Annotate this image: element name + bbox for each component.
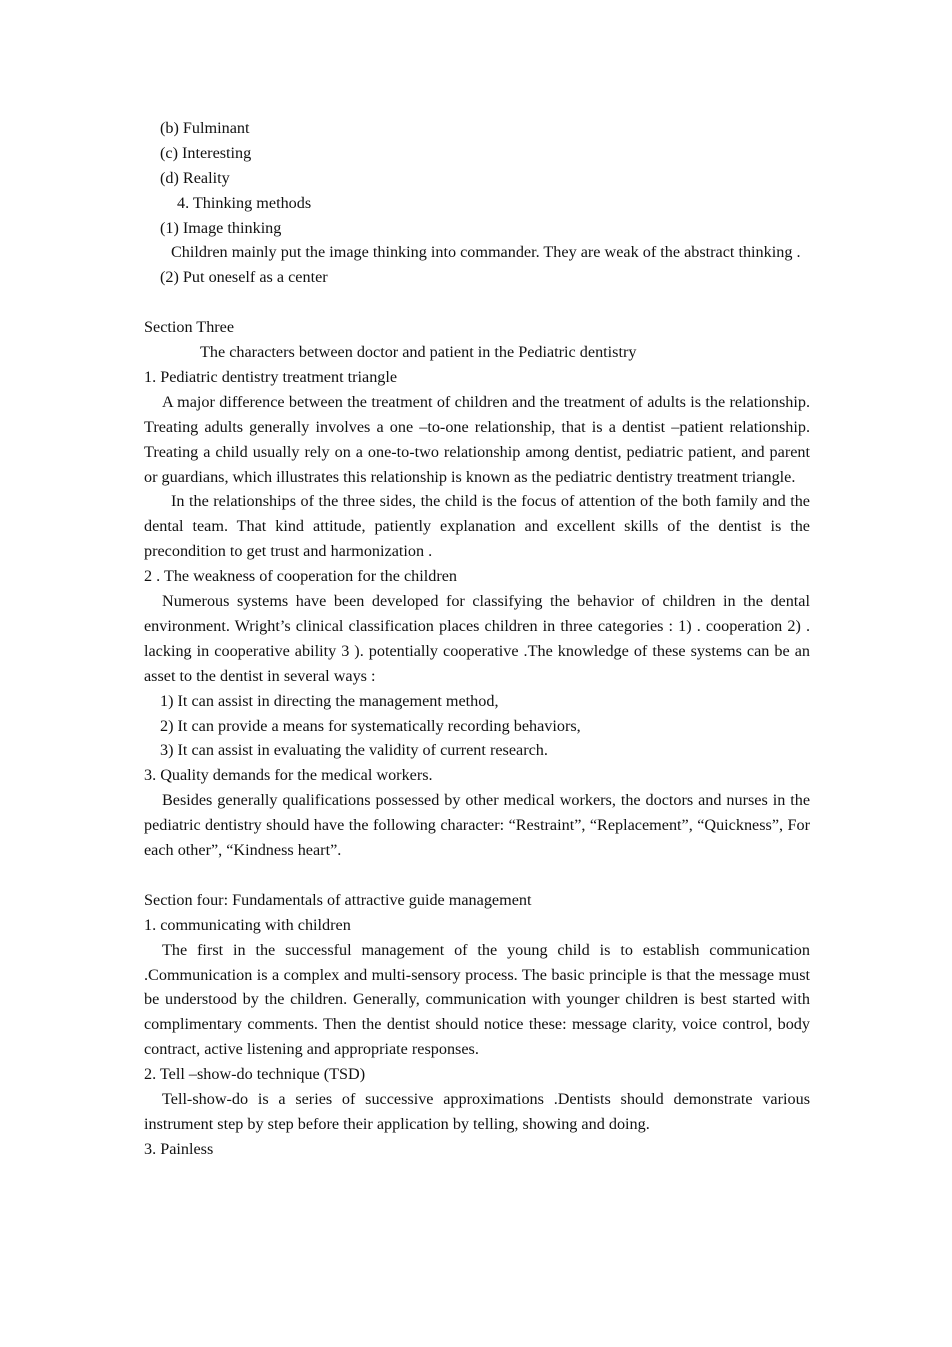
text-line: 4. Thinking methods: [177, 193, 312, 212]
paragraph: Besides generally qualifications possessed by other medical workers, the doctors and nurses in the pediatric dentistry should have the following character: “Restraint”, “Replacement”, “Quickness”, For each other”, “Kindness heart”.: [144, 791, 810, 860]
text-line: (c) Interesting: [160, 143, 252, 162]
paragraph: A major difference between the treatment of children and the treatment of adults is the relationship. Treating adults generally involves a one –to-one relationship, that is a dentist –patient relationship. Treating a child usually rely on a one-to-two relationship among dentist, pediatric patient, and parent or guardians, which illustrates this relationship is known as the pediatric dentistry treatment triangle.: [144, 392, 810, 486]
text-line: (b) Fulminant: [160, 119, 250, 137]
paragraph: In the relationships of the three sides, the child is the focus of attention of the both family and the dental team. That kind attitude, patiently explanation and excellent skills of the dentist is the precondition to get trust and harmonization .: [144, 492, 810, 561]
document-body: [144, 116, 810, 1162]
text-line: 1. Pediatric dentistry treatment triangle: [144, 367, 398, 386]
text-line: The characters between doctor and patient in the Pediatric dentistry: [200, 343, 637, 362]
blank-line: [144, 863, 810, 888]
text-line: 1) It can assist in directing the management method,: [160, 691, 499, 710]
text-line: (2) Put oneself as a center: [160, 268, 328, 287]
paragraph: Children mainly put the image thinking into commander. They are weak of the abstract thinking .: [171, 243, 801, 262]
text-line: 2) It can provide a means for systematically recording behaviors,: [160, 716, 581, 735]
text-line: 2. Tell –show-do technique (TSD): [144, 1065, 366, 1084]
text-line: 3. Quality demands for the medical workers.: [144, 766, 433, 785]
text-line: 1. communicating with children: [144, 915, 351, 934]
paragraph: Numerous systems have been developed for classifying the behavior of children in the dental environment. Wright’s clinical classification places children in three categories : 1) . cooperation 2) . lacking in cooperative ability 3 ). potentially cooperative .The knowledge of these systems can be an asset to the dentist in several ways :: [144, 592, 810, 685]
text-line: 3) It can assist in evaluating the validity of current research.: [160, 741, 548, 760]
text-line: Section Three: [144, 318, 235, 337]
text-line: 2 . The weakness of cooperation for the children: [144, 567, 458, 586]
blank-line: [144, 290, 810, 315]
text-line: (1) Image thinking: [160, 218, 282, 237]
paragraph: Tell-show-do is a series of successive approximations .Dentists should demonstrate various instrument step by step before their application by telling, showing and doing.: [144, 1090, 810, 1133]
text-line: 3. Painless: [144, 1139, 214, 1158]
text-line: (d) Reality: [160, 168, 230, 187]
paragraph: The first in the successful management of the young child is to establish communication .Communication is a complex and multi-sensory process. The basic principle is that the message must be understood by the children. Generally, communication with younger children is best started with complimentary comments. Then the dentist should notice these: message clarity, voice control, body contract, active listening and appropriate responses.: [144, 940, 810, 1059]
text-line: Section four: Fundamentals of attractive guide management: [144, 890, 532, 909]
